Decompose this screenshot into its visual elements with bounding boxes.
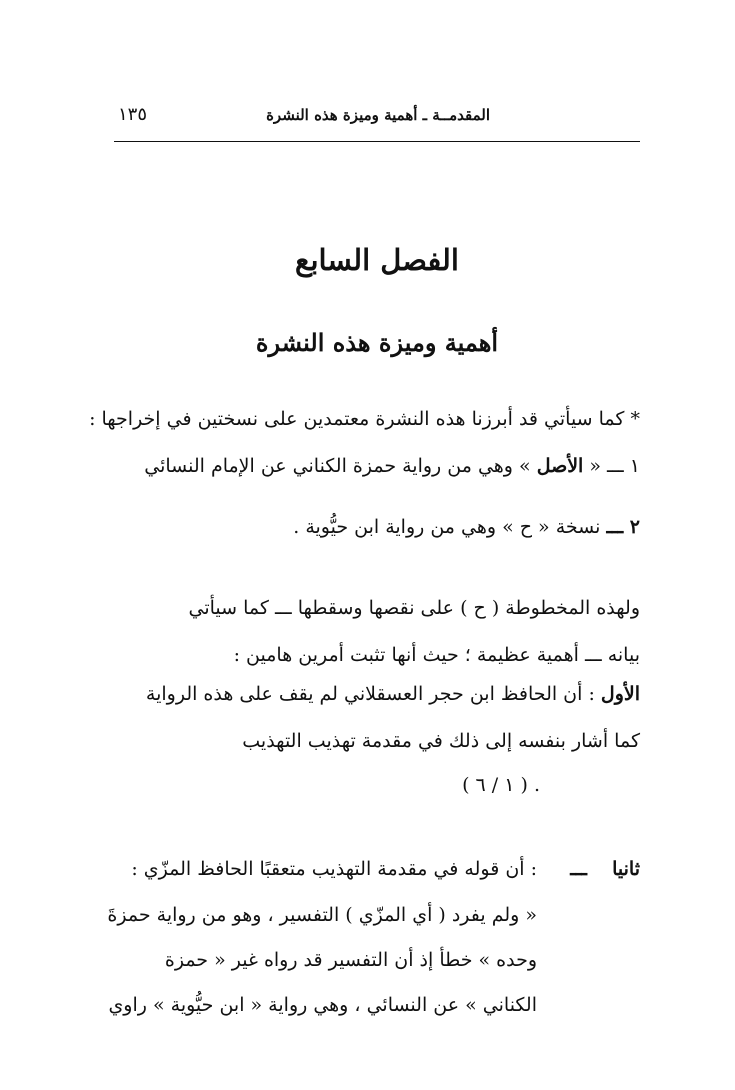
paragraph-line-1: [189, 596, 640, 621]
second-point-text-3: وحده » خطأ إذ أن التفسير قد رواه غير « حمزة: [164, 949, 537, 971]
list-item-2: [293, 515, 640, 540]
first-point-text-1: : أن الحافظ ابن حجر العسقلاني لم يقف على هذه الرواية: [145, 683, 601, 705]
second-point-label: ثانيا: [612, 858, 640, 880]
list-item-1-bold: الأصل: [536, 455, 584, 477]
second-point-line-4: [108, 993, 537, 1018]
header-rule: [114, 141, 640, 142]
second-point-dash-line: [570, 857, 587, 882]
second-point-dash: ـــ: [570, 858, 587, 880]
second-point-text-4: الكناني » عن النسائي ، وهي رواية « ابن حيُّوية » راوي: [108, 994, 537, 1016]
second-point-text-2: « ولم يفرد ( أي المزّي ) التفسير ، وهو من رواية حمزةَ: [107, 904, 537, 926]
section-title: أهمية وميزة هذه النشرة: [255, 328, 499, 357]
paragraph-text-1: ولهذه المخطوطة ( ح ) على نقصها وسقطها ـــ كما سيأتي: [188, 597, 640, 619]
intro-text: * كما سيأتي قد أبرزنا هذه النشرة معتمدين على نسختين في إخراجها :: [89, 408, 640, 430]
chapter-title: الفصل السابع: [295, 243, 459, 277]
second-point-line-2: [107, 903, 537, 928]
list-item-1: [144, 454, 640, 479]
running-head: المقدمــة ـ أهمية وميزة هذه النشرة: [266, 106, 490, 124]
list-item-2-prefix: ٢ ـــ: [606, 516, 640, 538]
list-item-1-prefix: ١ ـــ «: [583, 455, 640, 477]
second-point-line-3: [165, 948, 537, 973]
intro-line: [89, 407, 640, 432]
paragraph-text-2: بيانه ـــ أهمية عظيمة ؛ حيث أنها تثبت أمرين هامين :: [233, 644, 640, 666]
second-point-text-1: : أن قوله في مقدمة التهذيب متعقبًا الحافظ المزّي :: [131, 858, 537, 880]
paragraph-line-2: [234, 643, 640, 668]
first-point-line-3: [462, 773, 540, 798]
list-item-1-text: » وهي من رواية حمزة الكناني عن الإمام النسائي: [144, 455, 537, 477]
first-point-label: الأول: [600, 683, 640, 705]
second-point-label-line: [612, 857, 640, 882]
first-point-text-2: كما أشار بنفسه إلى ذلك في مقدمة تهذيب التهذيب: [242, 730, 640, 752]
second-point-line-1: [131, 857, 537, 882]
first-point-line-2: [242, 729, 640, 754]
page-number: ١٣٥: [118, 104, 148, 125]
list-item-2-text: نسخة « ح » وهي من رواية ابن حيُّوية .: [293, 516, 607, 538]
first-point-line-1: [146, 682, 640, 707]
first-point-citation: . ( ١ / ٦ ): [462, 774, 540, 796]
page-header: [114, 104, 640, 134]
